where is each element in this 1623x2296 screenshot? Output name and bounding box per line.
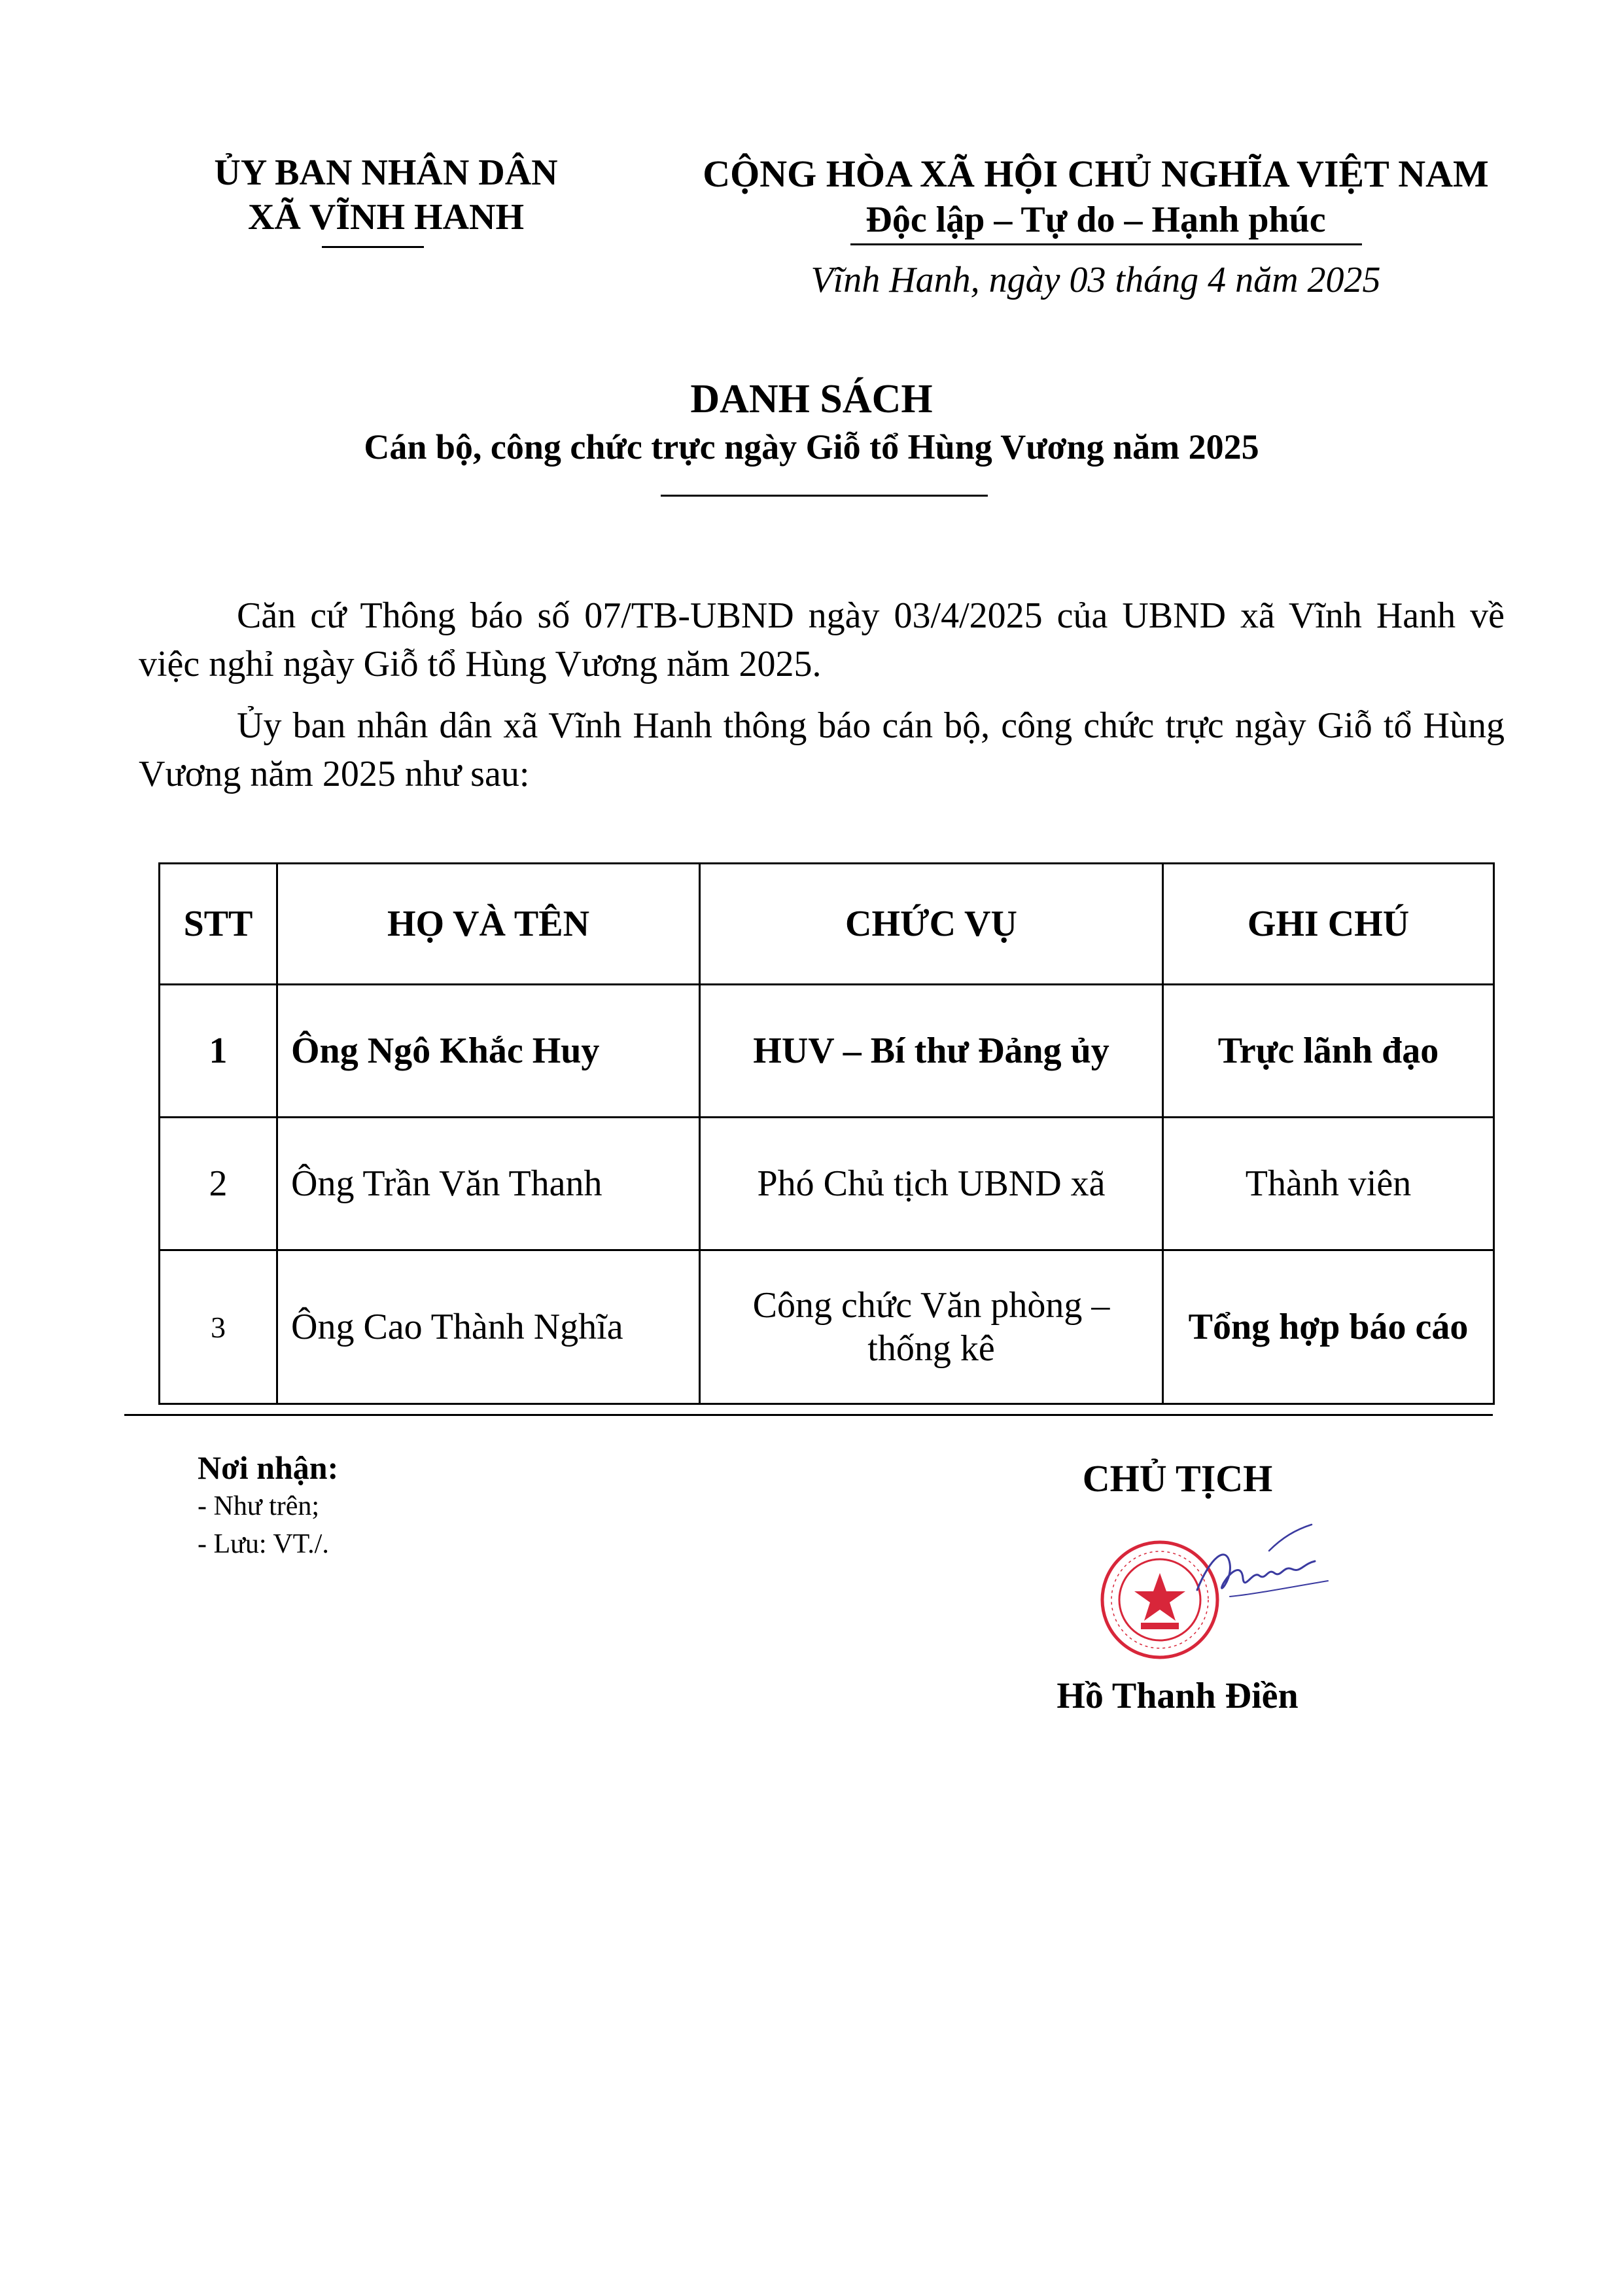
table-header-row (160, 864, 1494, 985)
header-name: HỌ VÀ TÊN (277, 864, 700, 985)
cell-stt: 3 (160, 1250, 277, 1404)
cell-name: Ông Cao Thành Nghĩa (277, 1250, 700, 1404)
recipient-item: - Như trên; (198, 1491, 320, 1521)
national-motto: Độc lập – Tự do – Hạnh phúc (865, 200, 1326, 240)
document-title: DANH SÁCH (690, 377, 933, 421)
staff-table (158, 862, 1495, 1405)
motto-underline (850, 243, 1362, 245)
organization-name: ỦY BAN NHÂN DÂN (214, 152, 558, 193)
cell-position: Công chức Văn phòng – thống kê (700, 1250, 1163, 1404)
handwritten-signature-icon (1191, 1518, 1335, 1629)
organization-underline (322, 246, 424, 248)
cell-name: Ông Trần Văn Thanh (277, 1118, 700, 1250)
signer-name: Hồ Thanh Điền (1056, 1676, 1299, 1716)
header-position: CHỨC VỤ (700, 864, 1163, 985)
cell-note: Tổng hợp báo cáo (1163, 1250, 1494, 1404)
recipient-item: - Lưu: VT./. (198, 1529, 329, 1559)
cell-position: Phó Chủ tịch UBND xã (700, 1118, 1163, 1250)
organization-subname: XÃ VĨNH HANH (247, 197, 525, 238)
table-row (160, 1250, 1494, 1404)
signer-title: CHỦ TỊCH (1082, 1457, 1273, 1500)
table-row (160, 985, 1494, 1118)
cell-note: Thành viên (1163, 1118, 1494, 1250)
header-note: GHI CHÚ (1163, 864, 1494, 985)
cell-note: Trực lãnh đạo (1163, 985, 1494, 1118)
recipients-title: Nơi nhận: (198, 1449, 339, 1486)
place-date: Vĩnh Hanh, ngày 03 tháng 4 năm 2025 (811, 260, 1381, 300)
national-title: CỘNG HÒA XÃ HỘI CHỦ NGHĨA VIỆT NAM (703, 152, 1489, 195)
paragraph-basis: Căn cứ Thông báo số 07/TB-UBND ngày 03/4/2025 của UBND xã Vĩnh Hanh về việc nghỉ ngày Giỗ tổ Hùng Vương năm 2025. (139, 595, 1505, 684)
cell-stt: 2 (160, 1118, 277, 1250)
cell-name: Ông Ngô Khắc Huy (277, 985, 700, 1118)
document-subtitle: Cán bộ, công chức trực ngày Giỗ tổ Hùng Vương năm 2025 (364, 427, 1259, 467)
table-bottom-rule (124, 1414, 1493, 1416)
header-stt: STT (160, 864, 277, 985)
title-underline (661, 495, 988, 497)
table-row (160, 1118, 1494, 1250)
cell-position: HUV – Bí thư Đảng ủy (700, 985, 1163, 1118)
paragraph-announcement: Ủy ban nhân dân xã Vĩnh Hanh thông báo cán bộ, công chức trực ngày Giỗ tổ Hùng Vương năm 2025 như sau: (139, 705, 1505, 794)
cell-stt: 1 (160, 985, 277, 1118)
